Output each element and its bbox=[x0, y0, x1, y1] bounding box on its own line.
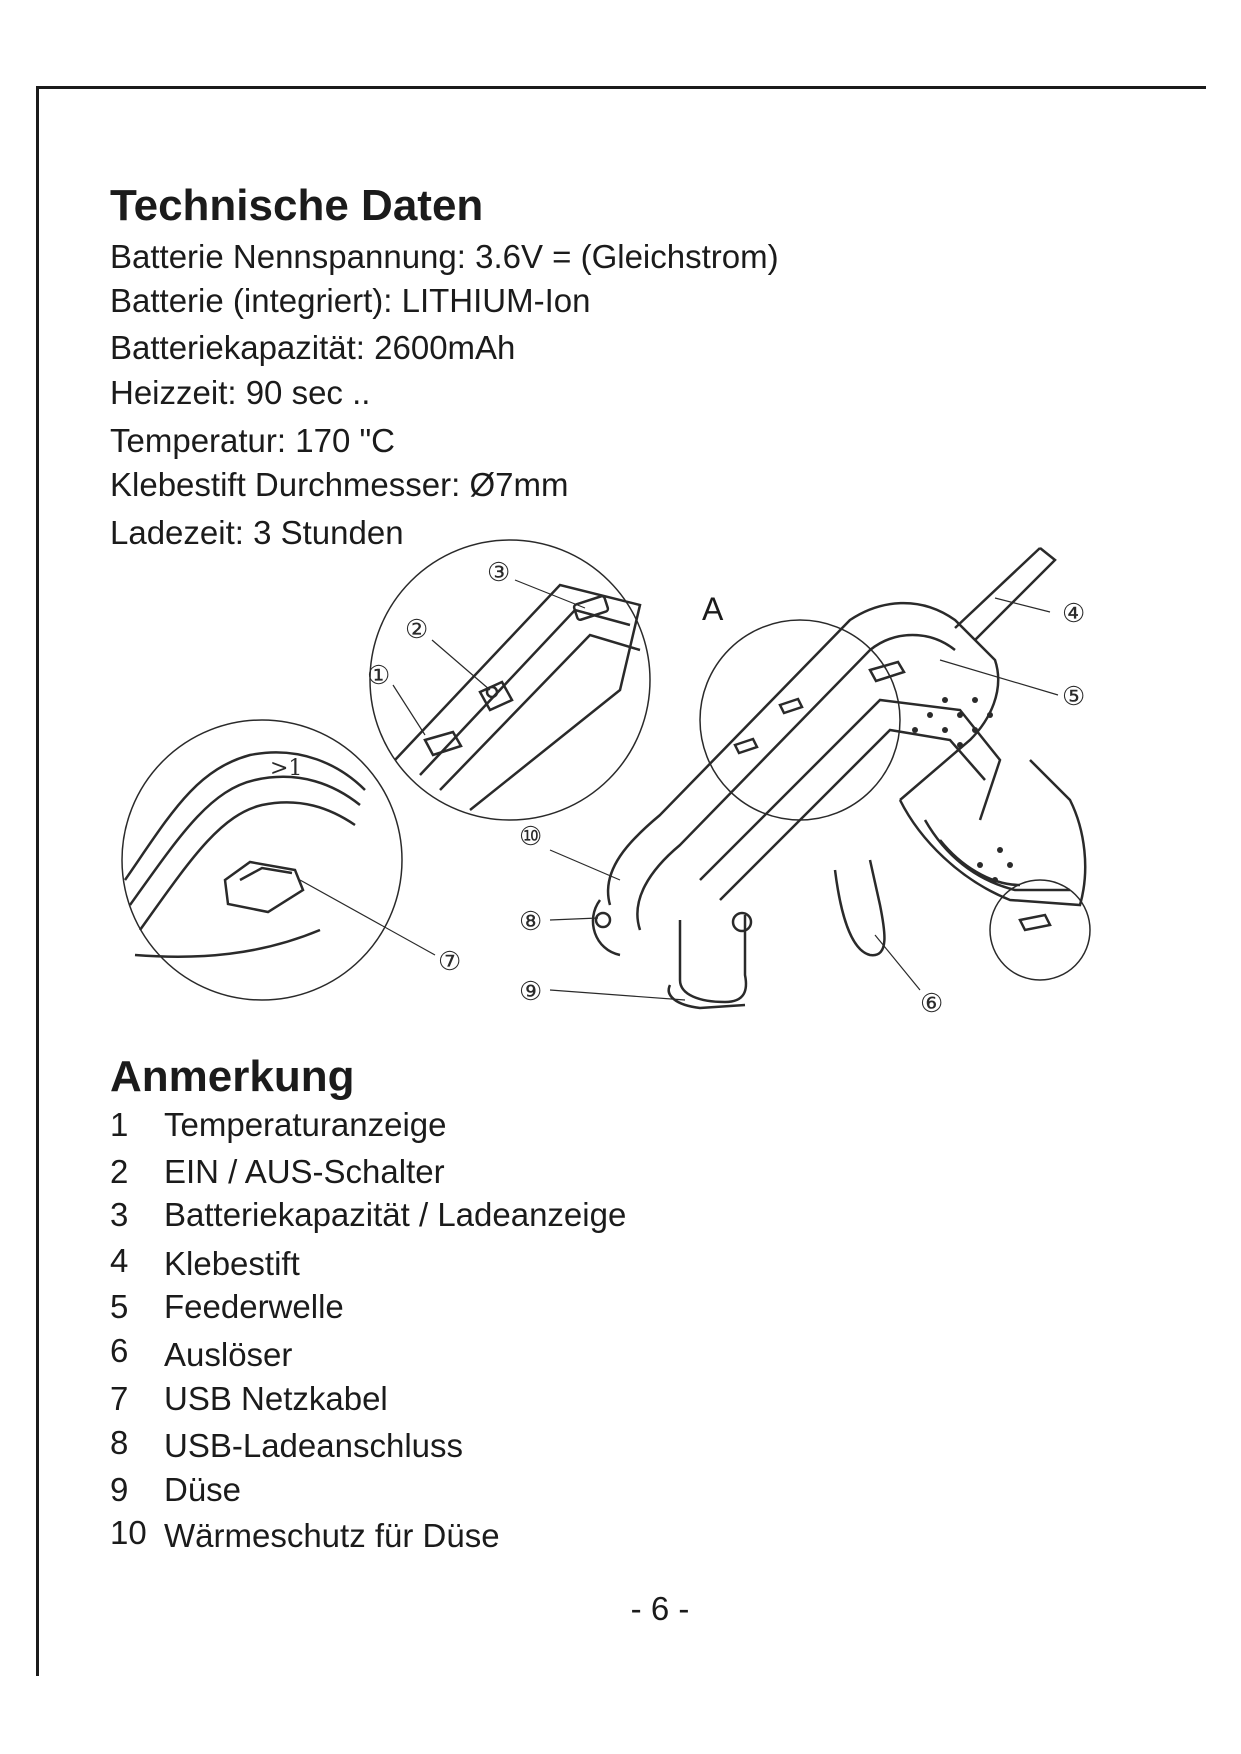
callout-1: ① bbox=[367, 661, 391, 691]
note-text: Temperaturanzeige bbox=[164, 1106, 447, 1143]
grip-texture bbox=[912, 697, 1013, 883]
spec-charging-time: Ladezeit: 3 Stunden bbox=[110, 514, 404, 551]
note-text: Klebestift bbox=[164, 1245, 300, 1282]
notes-heading: Anmerkung bbox=[110, 1052, 355, 1101]
svg-text:>1: >1 bbox=[270, 756, 303, 781]
note-text: Düse bbox=[164, 1471, 242, 1508]
callout-7: ⑦ bbox=[438, 947, 462, 977]
note-number: 6 bbox=[110, 1332, 129, 1369]
callout-9: ⑨ bbox=[519, 977, 543, 1007]
note-number: 7 bbox=[110, 1380, 129, 1417]
note-number: 2 bbox=[110, 1153, 129, 1190]
note-text: USB-Ladeanschluss bbox=[164, 1427, 463, 1464]
view-label-a: A bbox=[702, 591, 724, 627]
spec-temperature: Temperatur: 170 "C bbox=[110, 422, 396, 459]
spec-voltage: Batterie Nennspannung: 3.6V = (Gleichstrom) bbox=[110, 238, 779, 275]
note-text: USB Netzkabel bbox=[164, 1380, 388, 1417]
spec-battery-type: Batterie (integriert): LITHIUM-Ion bbox=[110, 282, 591, 319]
callout-8: ⑧ bbox=[519, 907, 543, 937]
spec-capacity: Batteriekapazität: 2600mAh bbox=[110, 329, 516, 366]
callout-3: ③ bbox=[487, 558, 511, 588]
callout-2: ② bbox=[405, 615, 429, 645]
note-number: 1 bbox=[110, 1106, 129, 1143]
note-number: 10 bbox=[110, 1514, 147, 1551]
callout-10: ⑩ bbox=[519, 822, 543, 852]
note-number: 5 bbox=[110, 1288, 129, 1325]
note-text: Auslöser bbox=[164, 1336, 293, 1373]
note-text: Batteriekapazität / Ladeanzeige bbox=[164, 1196, 627, 1233]
note-number: 9 bbox=[110, 1471, 129, 1508]
glue-gun-body bbox=[593, 548, 1090, 1008]
spec-heating-time: Heizzeit: 90 sec .. bbox=[110, 374, 371, 411]
callout-6: ⑥ bbox=[920, 989, 944, 1019]
note-text: Feederwelle bbox=[164, 1288, 344, 1325]
callout-4: ④ bbox=[1062, 599, 1086, 629]
detail-circle-usb bbox=[122, 720, 402, 1000]
note-number: 8 bbox=[110, 1424, 129, 1461]
note-number: 4 bbox=[110, 1242, 129, 1279]
note-number: 3 bbox=[110, 1196, 129, 1233]
page-number: - 6 - bbox=[630, 1590, 690, 1627]
callout-5: ⑤ bbox=[1062, 682, 1086, 712]
note-text: EIN / AUS-Schalter bbox=[164, 1153, 445, 1190]
technical-data-heading: Technische Daten bbox=[110, 181, 484, 230]
spec-glue-stick-diameter: Klebestift Durchmesser: Ø7mm bbox=[110, 466, 569, 503]
note-text: Wärmeschutz für Düse bbox=[164, 1517, 500, 1554]
